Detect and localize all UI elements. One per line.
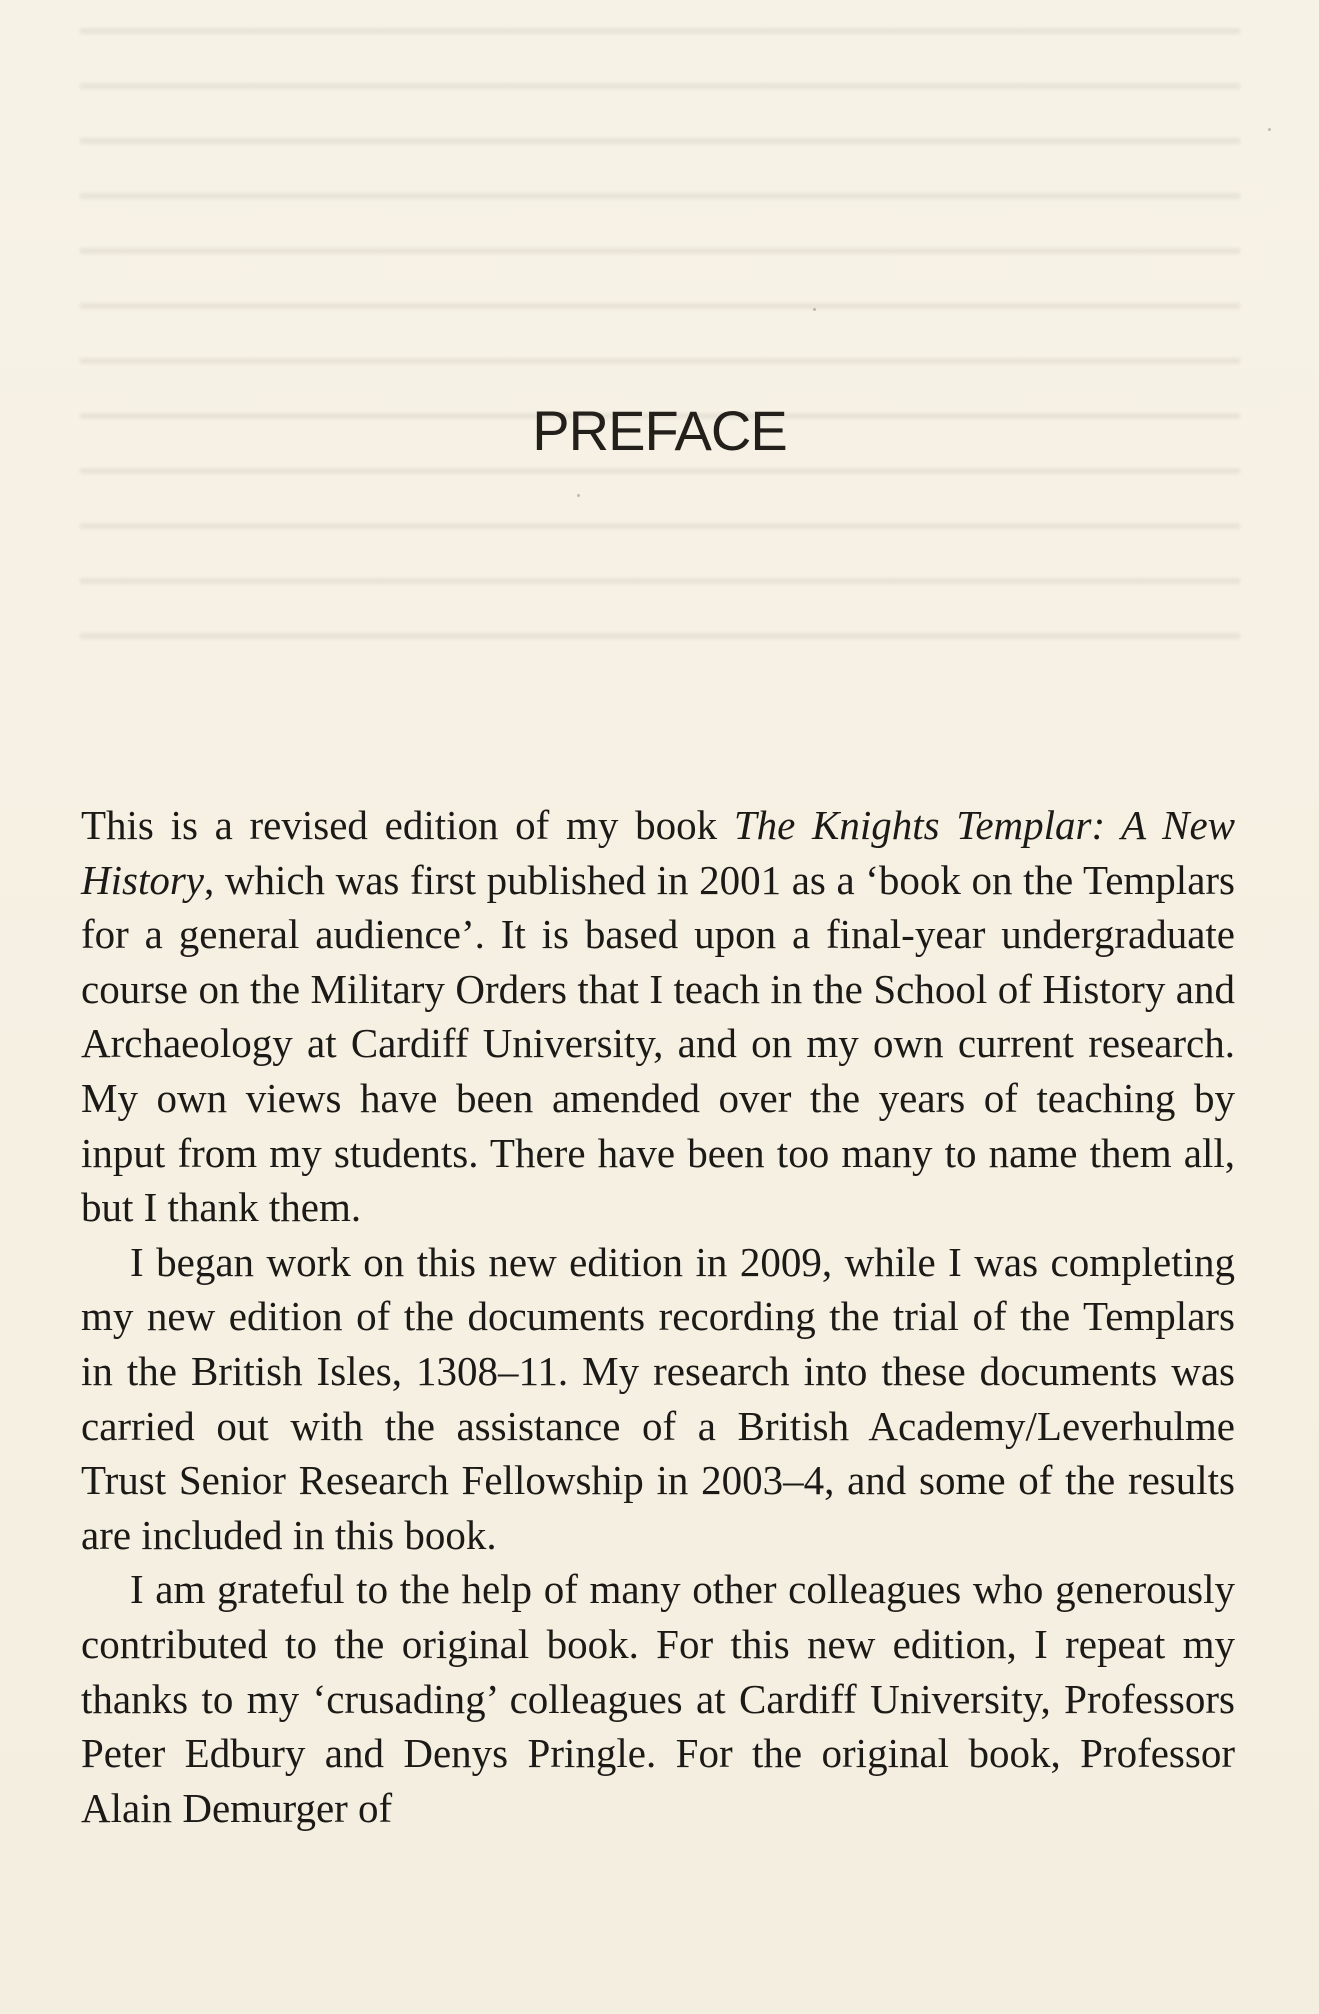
paper-speck	[813, 308, 816, 311]
bleed-through-texture	[80, 0, 1240, 640]
paper-speck	[1268, 128, 1271, 131]
preface-body	[81, 798, 1235, 1835]
page-title: PREFACE	[532, 399, 787, 462]
paragraph-1	[81, 798, 1235, 1235]
paragraph-3: I am grateful to the help of many other colleagues who generously contributed to the original book. For this new edition, I repeat my thanks to my ‘crusading’ colleagues at Cardiff University, Professors Peter Edbury and Denys Pringle. For the original book, Professor Alain Demurger of	[81, 1566, 1235, 1831]
paragraph-2: I began work on this new edition in 2009, while I was completing my new edition of the documents recording the trial of the Templars in the British Isles, 1308–11. My research into these documents was carried out with the assistance of a British Academy/Leverhulme Trust Senior Research Fellowship in 2003–4, and some of the results are included in this book.	[81, 1238, 1235, 1558]
paragraph-1-lead: This is a revised edition of my book	[81, 802, 734, 848]
paragraph-1-rest: , which was first published in 2001 as a ‘book on the Templars for a general audience’. It is based upon a final-year undergraduate course on the Military Orders that I teach in the School of History and Archaeology at Cardiff University, and on my own current research. My own views have been amended over the years of teaching by input from my students. There have been too many to name them all, but I thank them.	[81, 856, 1235, 1231]
book-title: The Knights Templar: A New History	[81, 802, 1235, 903]
paper-speck	[577, 494, 580, 497]
